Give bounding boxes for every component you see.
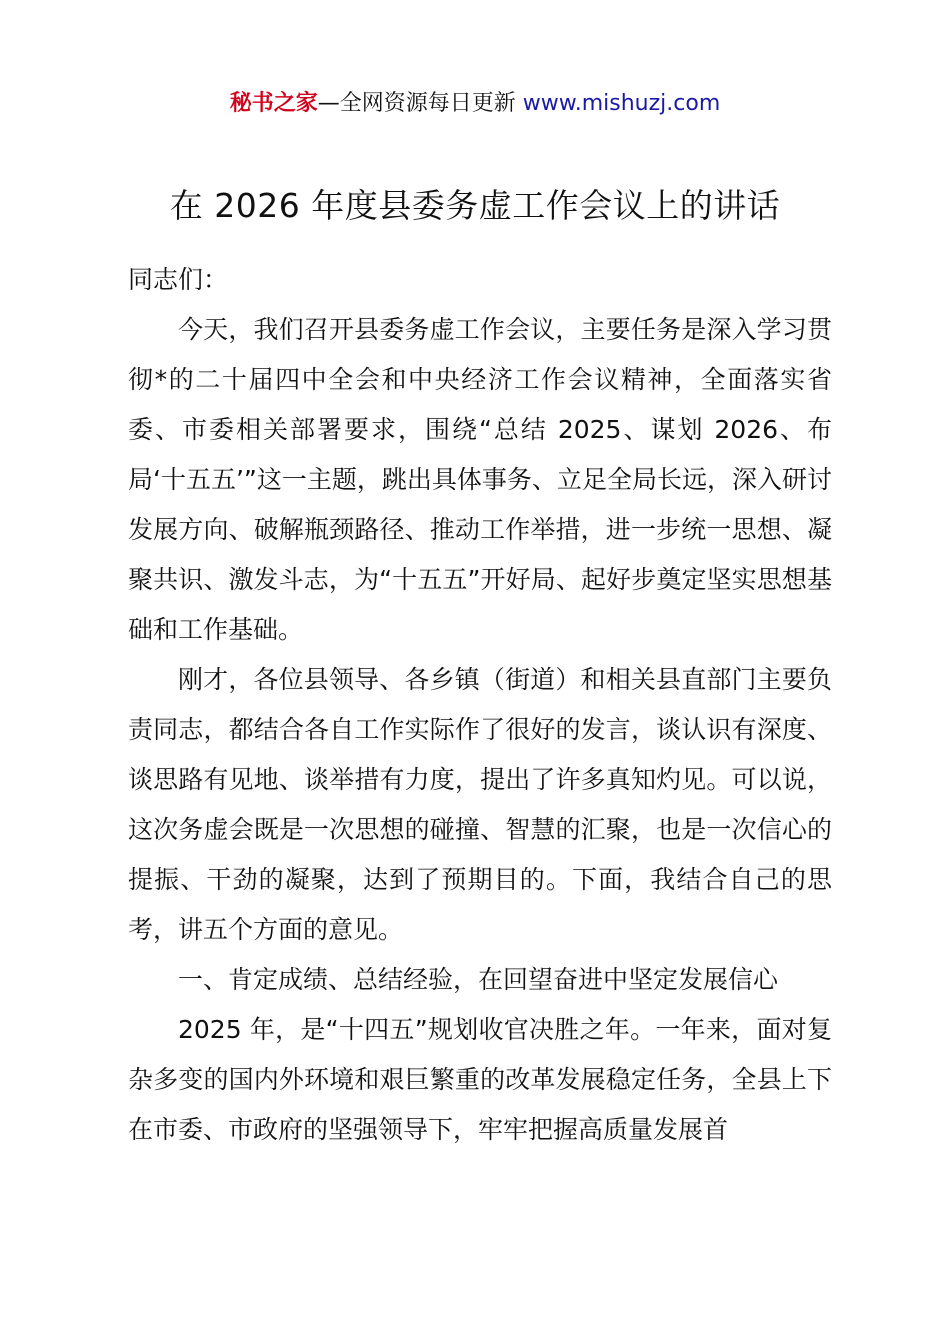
header-tagline: —全网资源每日更新 — [317, 91, 523, 116]
document-title: 在 2026 年度县委务虚工作会议上的讲话 — [169, 186, 781, 225]
site-url-link[interactable]: www.mishuzj.com — [522, 91, 721, 116]
paragraph-review: 刚才，各位县领导、各乡镇（街道）和相关县直部门主要负责同志，都结合各自工作实际作了很好的发言，谈认识有深度、谈思路有见地、谈举措有力度，提出了许多真知灼见。可以说，这次务虚会既是一次思想的碰撞、智慧的汇聚，也是一次信心的提振、干劲的凝聚，达到了预期目的。下面，我结合自己的思考，讲五个方面的意见。 — [128, 665, 832, 944]
section-heading-1: 一、肯定成绩、总结经验，在回望奋进中坚定发展信心 — [178, 965, 779, 994]
paragraph-opening: 今天，我们召开县委务虚工作会议，主要任务是深入学习贯彻*的二十届四中全会和中央经济工作会议精神，全面落实省委、市委相关部署要求，围绕“总结 2025、谋划 2026、布局‘十五五’”这一主题，跳出具体事务、立足全局长远，深入研讨发展方向、破解瓶颈路径、推动工作举措，进一步统一思想、凝聚共识、激发斗志，为“十五五”开好局、起好步奠定坚实思想基础和工作基础。 — [128, 315, 832, 644]
salutation: 同志们： — [128, 265, 229, 294]
site-header — [0, 88, 950, 120]
brand-name: 秘书之家 — [229, 91, 318, 116]
document-body — [128, 255, 832, 1155]
paragraph-section-1: 2025 年，是“十四五”规划收官决胜之年。一年来，面对复杂多变的国内外环境和艰巨繁重的改革发展稳定任务，全县上下在市委、市政府的坚强领导下，牢牢把握高质量发展首 — [128, 1015, 832, 1144]
